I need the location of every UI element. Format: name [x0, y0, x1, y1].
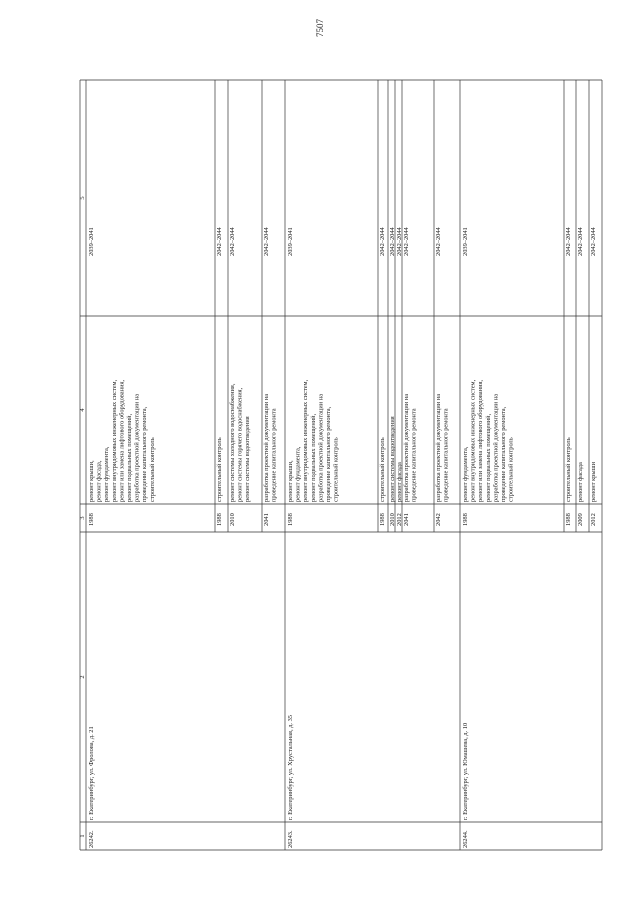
sub-year: 2010 [389, 513, 396, 526]
sub-work-line: ремонт системы горячего водоснабжения, [236, 387, 244, 502]
column-header-5: 5 [79, 196, 86, 200]
main-year: 1988 [462, 513, 469, 526]
main-work-line: строительный контроль [148, 437, 156, 502]
main-work-line: ремонт подвальных помещений, [484, 413, 492, 502]
record-number: 26244. [462, 830, 469, 848]
main-year: 1988 [287, 513, 294, 526]
main-work-line: ремонт фундамента, [103, 446, 111, 502]
sub-period: 2042–2044 [403, 227, 410, 256]
sub-period: 2042–2044 [263, 227, 270, 256]
main-work-line: разработка проектной документации на [492, 393, 500, 502]
sub-period: 2042–2044 [229, 227, 236, 256]
record-address: г. Екатеринбург, ул. Фролова, д. 21 [88, 726, 95, 820]
main-work-line: ремонт крыши, [287, 460, 294, 502]
table-grid [80, 80, 602, 850]
main-work-line: ремонт фундамента, [294, 446, 302, 502]
sub-work-line: проведение капитального ремонта [270, 408, 278, 502]
main-work-line: ремонт крыши, [88, 460, 95, 502]
sub-work-line: ремонт фасада [577, 462, 584, 502]
main-work-line: ремонт подвальных помещений, [309, 413, 317, 502]
record-number: 26243. [287, 830, 294, 848]
sub-work-line: проведение капитального ремонта [442, 408, 450, 502]
record-number: 26242. [88, 830, 95, 848]
main-work-line: ремонт фундамента, [462, 446, 469, 502]
sub-year: 2012 [590, 513, 597, 526]
sub-period: 2042–2044 [435, 227, 442, 256]
sub-work-line: ремонт системы водоотведения [389, 416, 396, 502]
sub-period: 2042–2044 [590, 227, 597, 256]
sub-period: 2042–2044 [389, 227, 396, 256]
main-work-line: ремонт или замена лифтового оборудования, [118, 379, 126, 502]
sub-year: 2010 [229, 513, 236, 526]
sub-work-line: строительный контроль [216, 437, 223, 502]
page-number: 7507 [315, 19, 325, 37]
main-work-line: строительный контроль [332, 437, 340, 502]
sub-work-line: строительный контроль [379, 437, 386, 502]
sub-work-line: ремонт системы холодного водоснабжения, [229, 383, 236, 502]
sub-year: 2041 [403, 513, 410, 526]
sub-work-line: разработка проектной документации на [263, 393, 270, 502]
main-work-line: ремонт фасада, [95, 460, 103, 502]
main-work-line: ремонт подвальных помещений, [126, 413, 133, 502]
sub-work-line: разработка проектной документации на [435, 393, 442, 502]
sub-work-line: ремонт крыши [590, 461, 597, 502]
sub-year: 2041 [263, 513, 270, 526]
main-work-line: ремонт внутридомовых инженерных систем, [110, 379, 118, 502]
column-header-2: 2 [79, 675, 86, 679]
sub-period: 2042–2044 [379, 227, 386, 256]
sub-work-line: ремонт фасада [396, 462, 403, 502]
main-work-line: разработка проектной документации на [317, 393, 325, 502]
main-work-line: проведение капитального ремонта, [141, 406, 149, 502]
column-header-1: 1 [79, 834, 86, 838]
main-work-line: ремонт внутридомовых инженерных систем, [302, 379, 310, 502]
record-address: г. Екатеринбург, ул. Хрустальная, д. 35 [287, 715, 294, 820]
sub-period: 2042–2044 [577, 227, 584, 256]
main-work-line: разработка проектной документации на [133, 393, 141, 502]
main-period: 2039–2041 [462, 227, 469, 256]
column-header-3: 3 [79, 516, 86, 520]
sub-year: 1988 [565, 513, 572, 526]
table-text [79, 196, 597, 848]
sub-period: 2042–2044 [216, 227, 223, 256]
main-period: 2039–2041 [88, 227, 95, 256]
main-work-line: проведение капитального ремонта, [500, 406, 507, 502]
main-year: 1988 [88, 513, 95, 526]
main-period: 2039–2041 [287, 227, 294, 256]
sub-work-line: разработка проектной документации на [403, 393, 410, 502]
sub-work-line: ремонт системы водоотведения [244, 416, 252, 502]
sub-year: 2009 [577, 513, 584, 526]
record-address: г. Екатеринбург, ул. Юмашева, д. 10 [462, 722, 469, 820]
sub-year: 2012 [396, 513, 403, 526]
sub-work-line: строительный контроль [565, 437, 572, 502]
main-work-line: ремонт или замена лифтового оборудования, [477, 379, 485, 502]
sub-year: 1988 [216, 513, 223, 526]
main-work-line: ремонт внутридомовых инженерных систем, [469, 379, 477, 502]
sub-period: 2042–2044 [396, 227, 403, 256]
sub-period: 2042–2044 [565, 227, 572, 256]
sub-year: 2042 [435, 513, 442, 526]
main-work-line: строительный контроль [507, 437, 515, 502]
column-header-4: 4 [79, 408, 86, 412]
main-work-line: проведение капитального ремонта, [325, 406, 332, 502]
sub-year: 1988 [379, 513, 386, 526]
sub-work-line: проведение капитального ремонта [410, 408, 418, 502]
